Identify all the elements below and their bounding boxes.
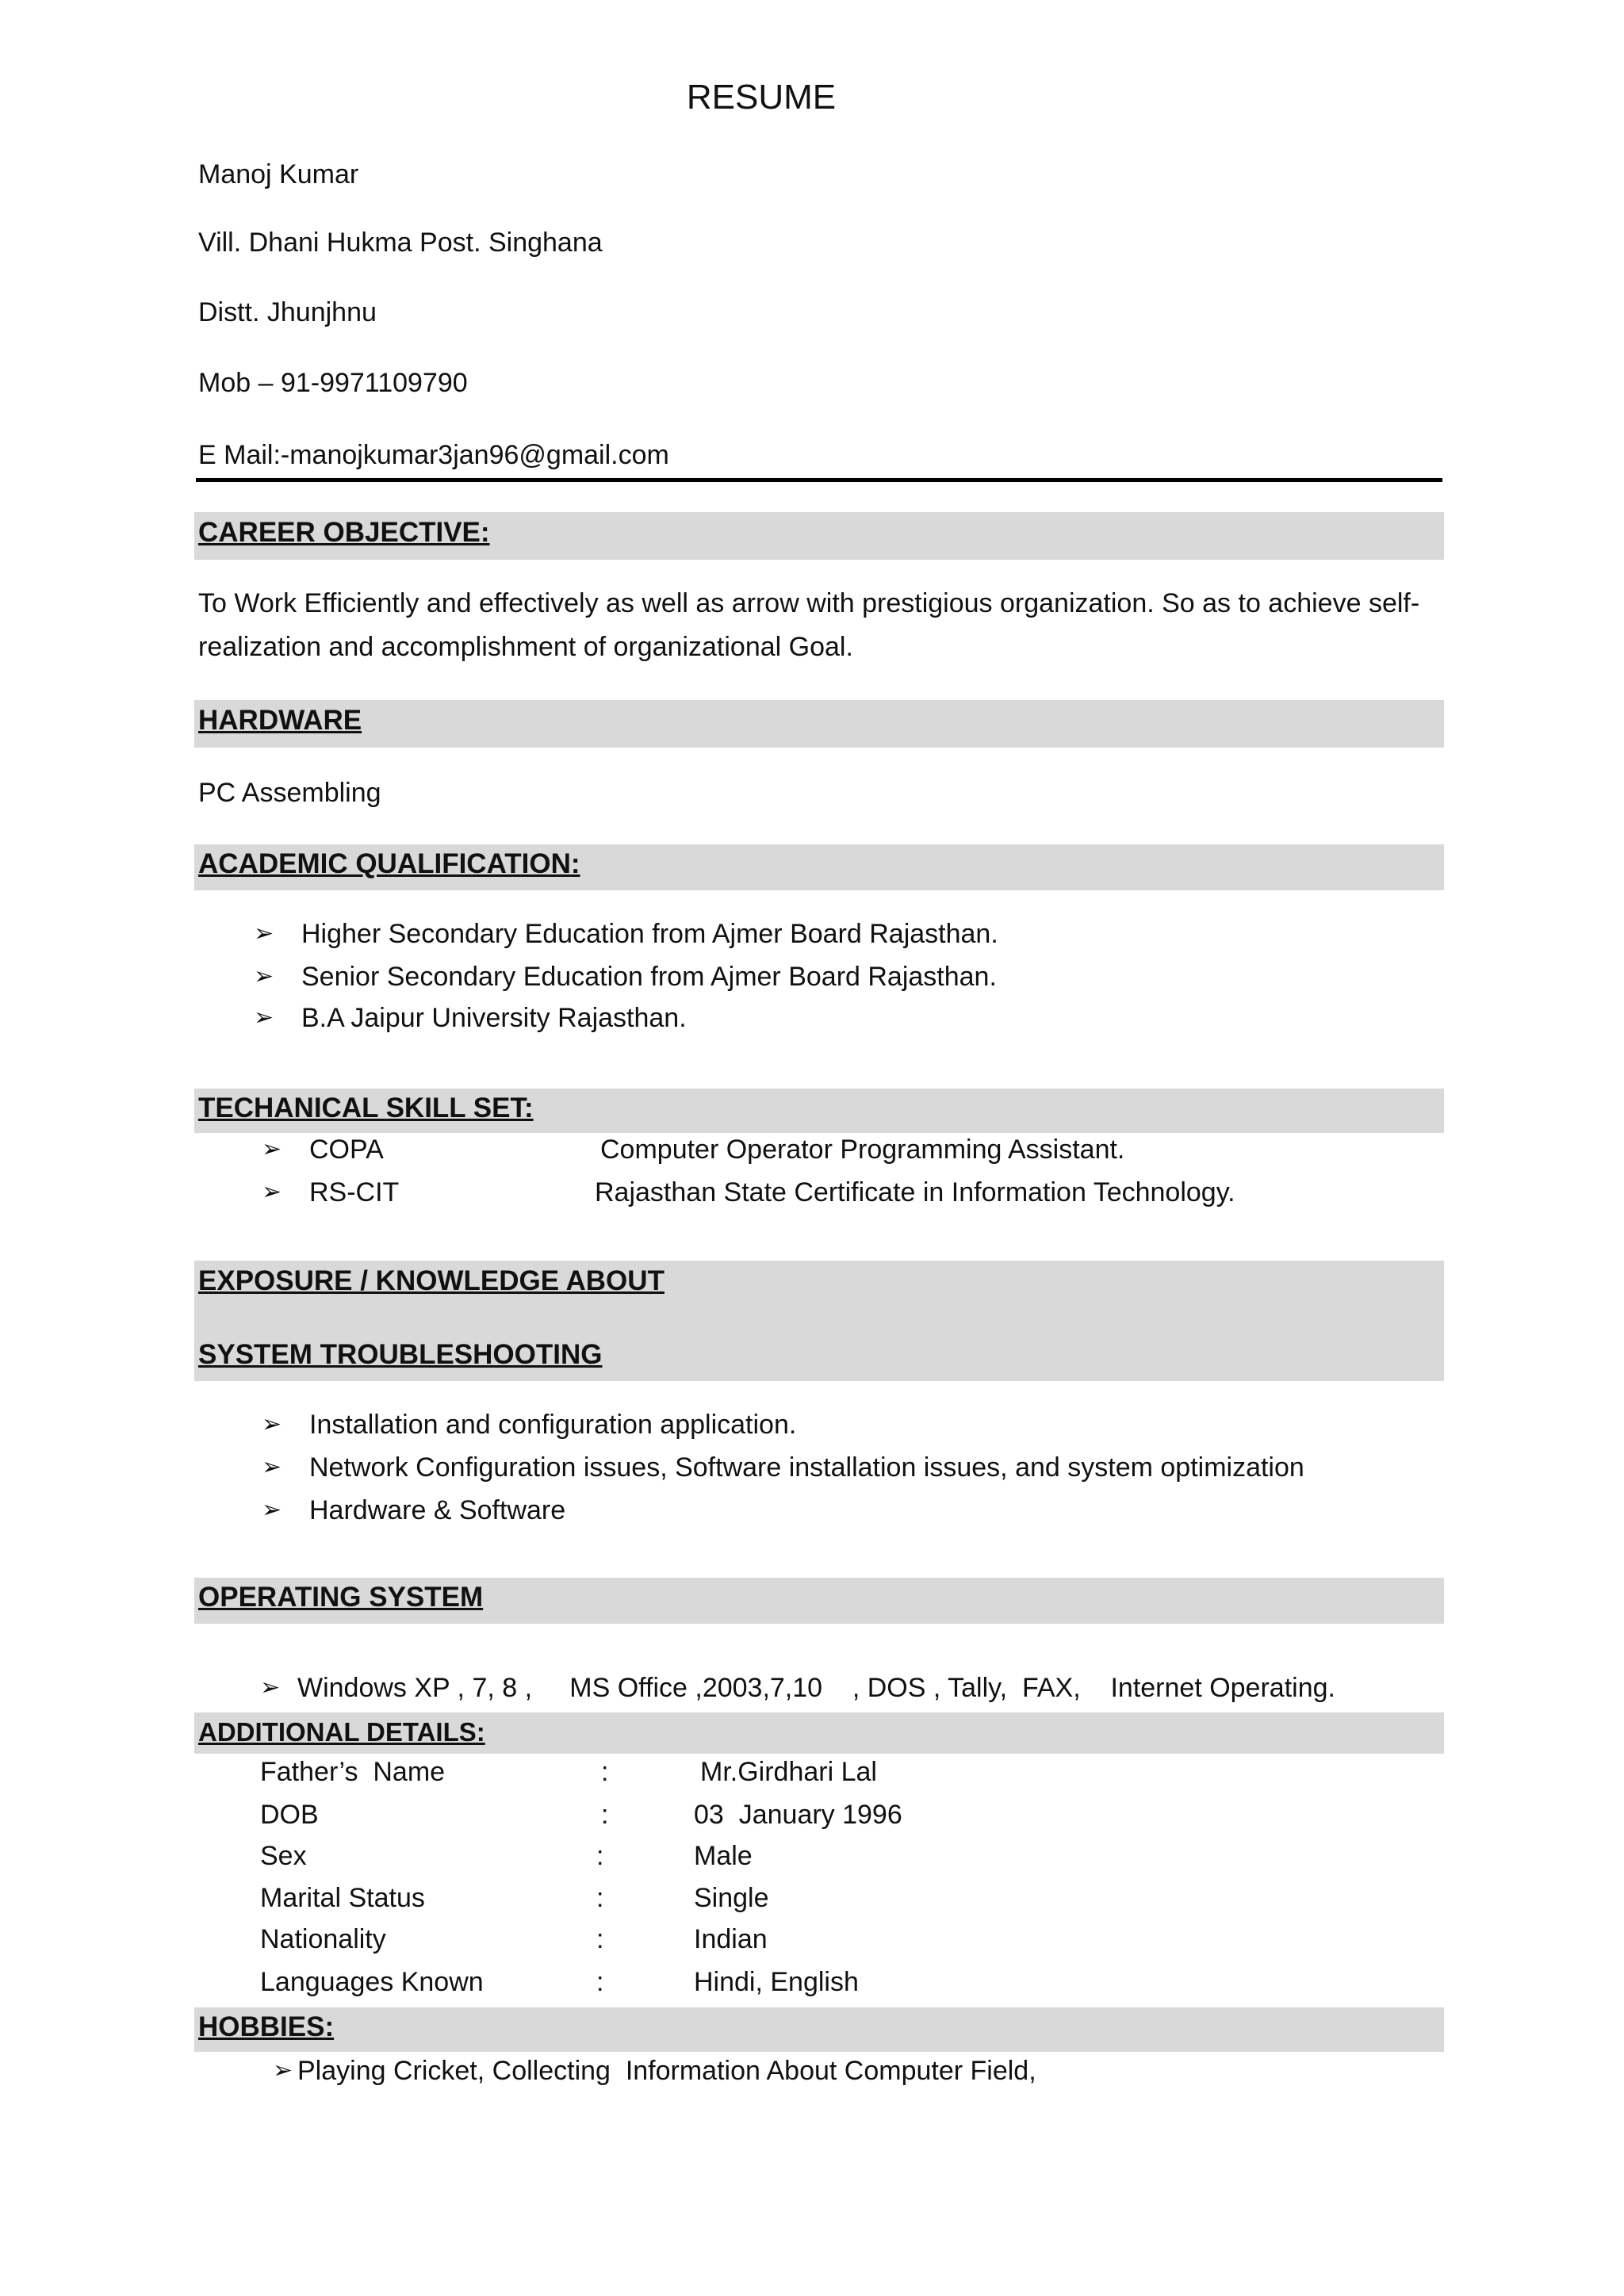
hardware-heading: HARDWARE [198,705,362,736]
exposure-item: Network Configuration issues, Software installation issues, and system optimization [309,1452,1304,1483]
hobbies-heading: HOBBIES: [198,2011,335,2042]
mobile-number: Mob – 91-9971109790 [198,368,468,398]
detail-separator: : [596,1883,604,1913]
skill-name: RS-CIT [309,1177,400,1207]
candidate-name: Manoj Kumar [198,159,359,189]
detail-value: Mr.Girdhari Lal [700,1757,877,1787]
operating-system-text: Windows XP , 7, 8 , MS Office ,2003,7,10 , DOS , Tally, FAX, Internet Operating. [297,1673,1335,1703]
bullet-arrow-icon: ➢ [262,1411,282,1437]
additional-details-heading: ADDITIONAL DETAILS: [198,1717,485,1747]
bullet-arrow-icon: ➢ [273,2057,293,2084]
hobbies-band [194,2007,1444,2052]
skill-name: COPA [309,1135,384,1165]
address-line-2: Distt. Jhunjhnu [198,297,377,327]
academic-item: Senior Secondary Education from Ajmer Board Rajasthan. [301,962,997,992]
detail-value: 03 January 1996 [694,1800,902,1830]
hardware-text: PC Assembling [198,778,381,808]
hardware-band [194,700,1444,748]
detail-label: DOB [260,1800,319,1830]
exposure-item: Installation and configuration application. [309,1410,797,1440]
email-address: E Mail:-manojkumar3jan96@gmail.com [198,440,669,470]
bullet-arrow-icon: ➢ [262,1454,282,1480]
bullet-arrow-icon: ➢ [254,963,274,989]
academic-heading: ACADEMIC QUALIFICATION: [198,848,580,879]
bullet-arrow-icon: ➢ [254,920,274,947]
academic-item: B.A Jaipur University Rajasthan. [301,1003,687,1033]
academic-item: Higher Secondary Education from Ajmer Board Rajasthan. [301,919,998,949]
technical-skills-heading: TECHANICAL SKILL SET: [198,1093,534,1123]
operating-system-heading: OPERATING SYSTEM [198,1582,484,1613]
detail-label: Nationality [260,1924,386,1954]
hobbies-text: Playing Cricket, Collecting Information About Computer Field, [297,2056,1036,2086]
bullet-arrow-icon: ➢ [262,1497,282,1523]
bullet-arrow-icon: ➢ [260,1674,281,1701]
detail-value: Male [694,1841,753,1871]
detail-label: Languages Known [260,1967,484,1997]
exposure-item: Hardware & Software [309,1495,566,1525]
detail-label: Sex [260,1841,307,1871]
skill-description: Rajasthan State Certificate in Information Technology. [595,1177,1235,1207]
detail-value: Single [694,1883,769,1913]
address-line-1: Vill. Dhani Hukma Post. Singhana [198,228,603,258]
detail-label: Marital Status [260,1883,425,1913]
bullet-arrow-icon: ➢ [262,1179,282,1205]
detail-label: Father’s Name [260,1757,446,1787]
header-divider [196,478,1442,482]
career-objective-heading: CAREER OBJECTIVE: [198,517,490,548]
detail-separator: : [596,1841,604,1871]
detail-value: Hindi, English [694,1967,859,1997]
detail-separator: : [601,1800,609,1830]
bullet-arrow-icon: ➢ [254,1004,274,1031]
detail-separator: : [596,1924,604,1954]
exposure-heading: EXPOSURE / KNOWLEDGE ABOUT [198,1265,665,1296]
detail-value: Indian [694,1924,768,1954]
troubleshooting-heading: SYSTEM TROUBLESHOOTING [198,1339,603,1370]
detail-separator: : [601,1757,609,1787]
career-objective-text: To Work Efficiently and effectively as well as arrow with prestigious organization. So as to achieve self-realization and accomplishment of organizational Goal. [198,588,1420,662]
page-title: RESUME [686,78,837,117]
skill-description: Computer Operator Programming Assistant. [600,1135,1125,1165]
detail-separator: : [596,1967,604,1997]
bullet-arrow-icon: ➢ [262,1136,282,1162]
